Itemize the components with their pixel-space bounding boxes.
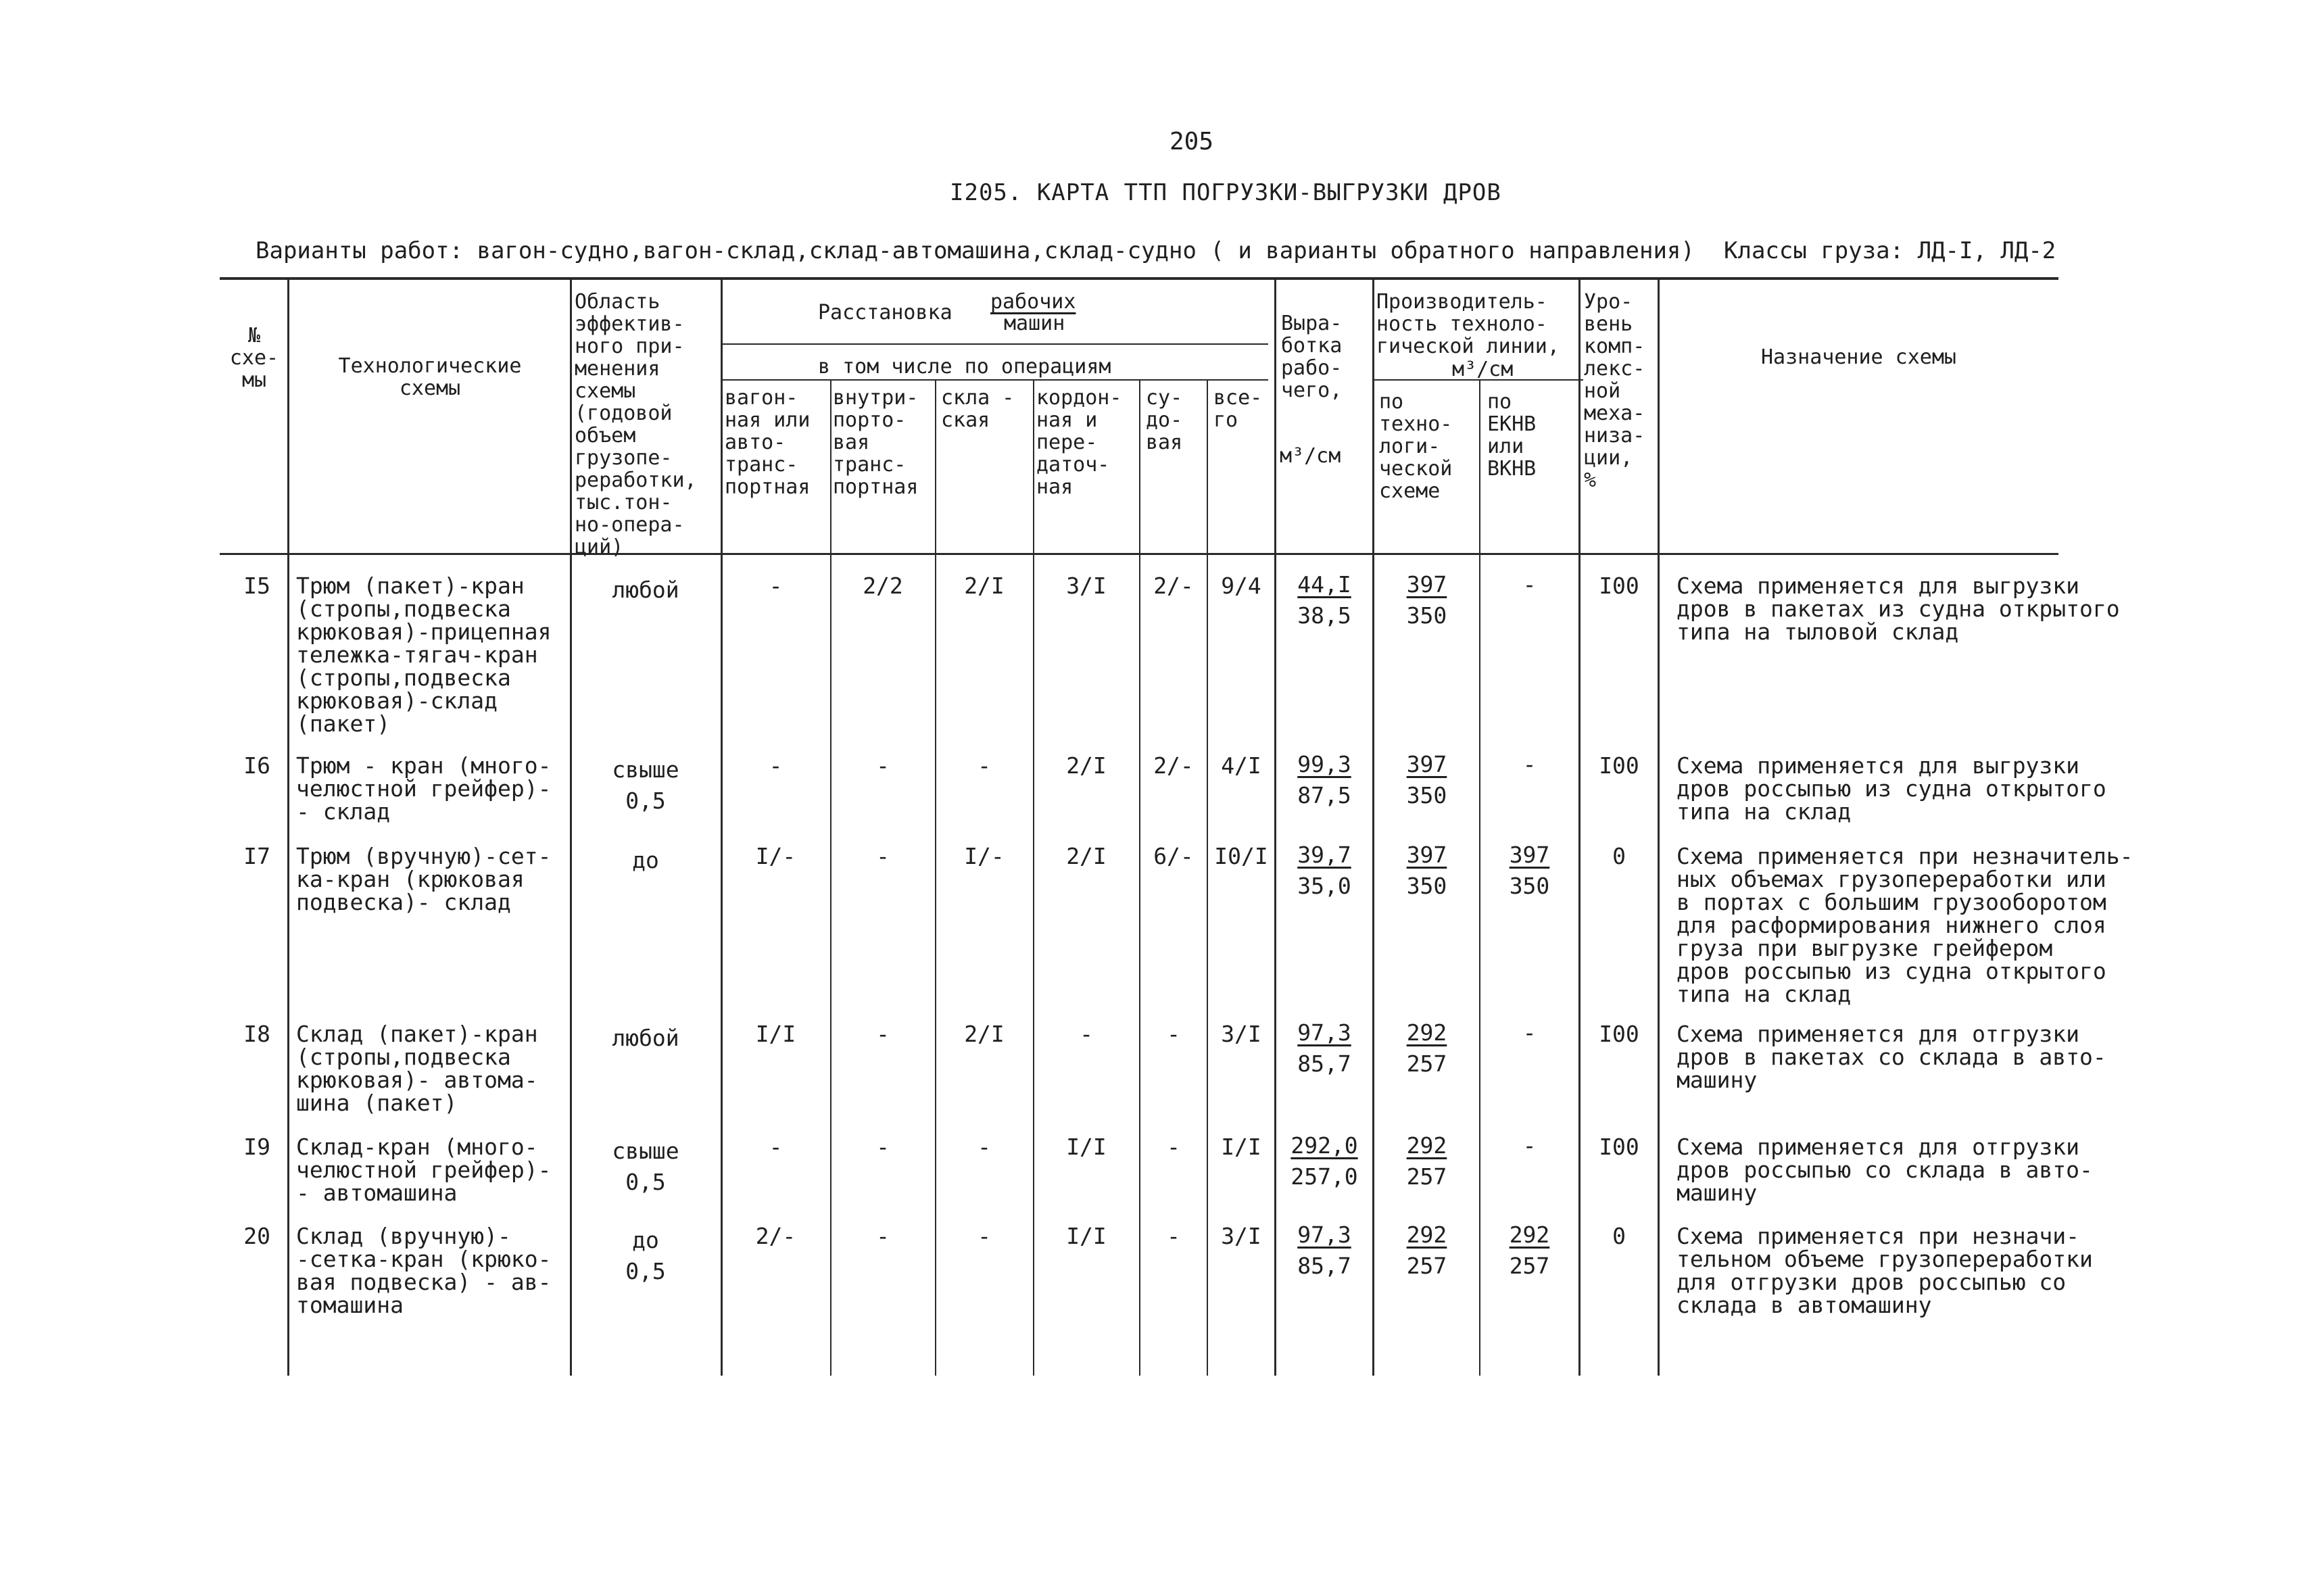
header-op-wagon: вагон- ная или авто- транс- портная: [725, 386, 811, 499]
header-placement: Расстановка: [818, 301, 952, 324]
cell-pb-bottom: 350: [1509, 873, 1550, 899]
cell-num: I8: [243, 1021, 270, 1047]
cell-area: любой: [612, 577, 679, 603]
col-rule: [1479, 379, 1480, 1376]
header-prod-scheme: по техно- логи- ческой схеме: [1379, 390, 1453, 503]
col-rule: [1658, 277, 1660, 1376]
cell-op5: -: [1167, 1134, 1180, 1160]
cell-out-bottom: 85,7: [1297, 1253, 1351, 1279]
cell-pb-top: 292: [1509, 1222, 1550, 1248]
cell-pb-fraction: [1484, 1219, 1575, 1282]
cell-out-top: 99,3: [1297, 751, 1351, 777]
cell-pb-fraction: [1484, 749, 1575, 780]
cell-op5: 2/-: [1153, 752, 1194, 779]
ops-rule: [722, 379, 1268, 381]
header-op-total: все- го: [1213, 386, 1263, 432]
cell-op3: I/-: [964, 843, 1005, 869]
cell-op5: -: [1167, 1223, 1180, 1249]
header-op-inner-port: внутри- порто- вая транс- портная: [833, 386, 919, 499]
cell-out-fraction: [1280, 1130, 1369, 1192]
cell-purpose: Схема применяется при незначи- тельном объеме грузопереработки для отгрузки дров россыпью со склада в автомашину: [1676, 1223, 2093, 1318]
col-rule: [1207, 379, 1208, 1376]
cell-pa-bottom: 257: [1406, 1253, 1447, 1279]
col-rule: [1033, 379, 1034, 1376]
cell-pb-fraction: [1484, 1017, 1575, 1048]
cell-area: свыше 0,5: [612, 1138, 679, 1195]
cell-out-bottom: 257,0: [1290, 1163, 1358, 1190]
col-rule: [1274, 277, 1276, 1376]
col-rule: [287, 277, 289, 1376]
col-rule: [830, 379, 831, 1376]
cell-op2: -: [876, 843, 890, 869]
cell-scheme: Трюм (пакет)-кран (стропы,подвеска крюковая)-прицепная тележка-тягач-кран (стропы,подвеска крюковая)-склад (пакет): [296, 573, 552, 737]
cell-pa-fraction: [1378, 749, 1476, 811]
cell-out-fraction: [1280, 1017, 1369, 1080]
cell-scheme: Склад (вручную)- -сетка-кран (крюко- вая подвеска) - ав- томашина: [296, 1223, 552, 1318]
header-output-unit: м³/см: [1280, 444, 1341, 468]
cell-area: любой: [612, 1025, 679, 1051]
cell-total: 3/I: [1221, 1021, 1261, 1047]
cell-scheme: Склад (пакет)-кран (стропы,подвеска крюковая)- автома- шина (пакет): [296, 1021, 538, 1116]
col-rule: [1578, 277, 1581, 1376]
cell-num: I6: [243, 752, 270, 779]
cell-op1: I/I: [755, 1021, 796, 1047]
cell-total: 4/I: [1221, 752, 1261, 779]
cell-pb-fraction: [1484, 569, 1575, 600]
cell-pa-bottom: 350: [1406, 782, 1447, 808]
cell-op3: 2/I: [964, 573, 1005, 599]
header-op-warehouse: скла - ская: [941, 386, 1015, 432]
cell-op2: -: [876, 1021, 890, 1047]
cell-mech: I00: [1599, 1134, 1639, 1160]
cell-pa-top: 292: [1406, 1222, 1447, 1248]
cell-out-bottom: 87,5: [1297, 782, 1351, 808]
page-title: I205. КАРТА ТТП ПОГРУЗКИ-ВЫГРУЗКИ ДРОВ: [950, 179, 1501, 206]
cell-out-bottom: 85,7: [1297, 1050, 1351, 1077]
cell-mech: 0: [1612, 843, 1626, 869]
cell-pb-top: -: [1522, 751, 1537, 777]
cell-total: I/I: [1221, 1134, 1261, 1160]
cell-pa-bottom: 257: [1406, 1050, 1447, 1077]
cell-op5: 2/-: [1153, 573, 1194, 599]
cell-scheme: Склад-кран (много- челюстной грейфер)- - автомашина: [296, 1134, 552, 1206]
header-mechanization: Уро- вень комп- лекс- ной меха- низа- ции, %: [1584, 290, 1645, 492]
col-rule: [1372, 277, 1374, 1376]
header-op-ship: су- до- вая: [1146, 386, 1183, 454]
cell-total: 3/I: [1221, 1223, 1261, 1249]
cell-op3: -: [978, 1134, 991, 1160]
cell-op3: -: [978, 1223, 991, 1249]
cell-pb-top: -: [1522, 571, 1537, 598]
cell-pa-top: 397: [1406, 751, 1447, 777]
header-area: Область эффектив- ного при- менения схемы (годовой объем грузопе- реработки, тыс.тон- но-опера- ций): [575, 290, 697, 559]
header-placement-machines: машин: [1004, 312, 1065, 335]
cell-pb-top: -: [1522, 1019, 1537, 1046]
cell-mech: I00: [1599, 573, 1639, 599]
cell-scheme: Трюм - кран (много- челюстной грейфер)- - склад: [296, 752, 552, 825]
col-rule: [721, 277, 723, 1376]
header-scheme: Технологические схемы: [338, 354, 522, 400]
cell-mech: I00: [1599, 752, 1639, 779]
cell-op5: -: [1167, 1021, 1180, 1047]
cell-out-fraction: [1280, 840, 1369, 902]
header-productivity-unit: м³/см: [1452, 358, 1514, 381]
cell-pb-top: 397: [1509, 842, 1550, 868]
cell-op4: I/I: [1066, 1223, 1107, 1249]
cell-scheme: Трюм (вручную)-сет- ка-кран (крюковая подвеска)- склад: [296, 843, 552, 915]
cell-purpose: Схема применяется для выгрузки дров в пакетах из судна открытого типа на тыловой склад: [1676, 573, 2120, 645]
header-productivity: Производитель- ность техноло- гической линии,: [1376, 290, 1560, 358]
cell-op3: 2/I: [964, 1021, 1005, 1047]
cell-op4: 2/I: [1066, 843, 1107, 869]
col-rule: [570, 277, 572, 1376]
cell-pa-bottom: 350: [1406, 873, 1447, 899]
cell-op1: -: [769, 573, 783, 599]
cell-out-top: 97,3: [1297, 1222, 1351, 1248]
cell-pb-fraction: [1484, 1130, 1575, 1161]
cell-op4: 2/I: [1066, 752, 1107, 779]
cargo-classes: Классы груза: ЛД-I, ЛД-2: [1724, 237, 2056, 264]
cell-mech: 0: [1612, 1223, 1626, 1249]
cell-pa-fraction: [1378, 1219, 1476, 1282]
page-number: 205: [1169, 128, 1214, 155]
cell-total: I0/I: [1214, 843, 1268, 869]
cell-pa-fraction: [1378, 840, 1476, 902]
header-op-quay: кордон- ная и пере- даточ- ная: [1036, 386, 1122, 499]
cell-num: I5: [243, 573, 270, 599]
header-purpose: Назначение схемы: [1761, 345, 1956, 369]
cell-out-top: 97,3: [1297, 1019, 1351, 1046]
header-by-operations: в том числе по операциям: [818, 355, 1111, 379]
cell-mech: I00: [1599, 1021, 1639, 1047]
cell-pb-bottom: 257: [1509, 1253, 1550, 1279]
header-prod-ekhv: по ЕКНВ или ВКНВ: [1487, 390, 1537, 481]
cell-pa-top: 292: [1406, 1019, 1447, 1046]
col-rule: [935, 379, 936, 1376]
cell-op4: 3/I: [1066, 573, 1107, 599]
cell-op4: -: [1080, 1021, 1093, 1047]
cell-out-bottom: 38,5: [1297, 602, 1351, 629]
cell-area: до: [632, 847, 659, 873]
header-placement-workers: рабочих: [990, 290, 1076, 314]
cell-out-fraction: [1280, 1219, 1369, 1282]
cell-pa-top: 397: [1406, 571, 1447, 598]
cell-op1: 2/-: [755, 1223, 796, 1249]
placement-rule: [722, 343, 1268, 345]
cell-out-fraction: [1280, 569, 1369, 631]
cell-purpose: Схема применяется для отгрузки дров в пакетах со склада в авто- машину: [1676, 1021, 2106, 1093]
cell-num: I9: [243, 1134, 270, 1160]
work-variants: Варианты работ: вагон-судно,вагон-склад,склад-автомашина,склад-судно ( и варианты обратного направления): [256, 237, 1695, 264]
table-top-rule: [220, 277, 2058, 280]
cell-op5: 6/-: [1153, 843, 1194, 869]
cell-purpose: Схема применяется при незначитель- ных объемах грузопереработки или в портах с большим грузооборотом для расформирования нижнего слоя груза при выгрузке грейфером дров россыпью из судна открытого типа на склад: [1676, 843, 2133, 1007]
cell-pb-fraction: [1484, 840, 1575, 902]
cell-pa-fraction: [1378, 569, 1476, 631]
cell-out-bottom: 35,0: [1297, 873, 1351, 899]
cell-out-top: 292,0: [1290, 1132, 1358, 1159]
cell-op1: -: [769, 1134, 783, 1160]
cell-out-top: 39,7: [1297, 842, 1351, 868]
cell-pa-top: 397: [1406, 842, 1447, 868]
header-output: Выра- ботка рабо- чего,: [1281, 312, 1343, 402]
cell-op1: -: [769, 752, 783, 779]
cell-out-fraction: [1280, 749, 1369, 811]
cell-pb-top: -: [1522, 1132, 1537, 1159]
cell-pa-top: 292: [1406, 1132, 1447, 1159]
cell-op3: -: [978, 752, 991, 779]
cell-op2: 2/2: [863, 573, 903, 599]
cell-num: I7: [243, 843, 270, 869]
cell-op2: -: [876, 1223, 890, 1249]
cell-num: 20: [243, 1223, 270, 1249]
header-num: № схе- мы: [229, 324, 279, 392]
cell-area: до 0,5: [625, 1227, 666, 1284]
cell-pa-fraction: [1378, 1130, 1476, 1192]
cell-pa-bottom: 257: [1406, 1163, 1447, 1190]
cell-purpose: Схема применяется для выгрузки дров россыпью из судна открытого типа на склад: [1676, 752, 2106, 825]
cell-op1: I/-: [755, 843, 796, 869]
cell-purpose: Схема применяется для отгрузки дров россыпью со склада в авто- машину: [1676, 1134, 2093, 1206]
cell-op2: -: [876, 1134, 890, 1160]
cell-pa-bottom: 350: [1406, 602, 1447, 629]
cell-out-top: 44,I: [1297, 571, 1351, 598]
cell-total: 9/4: [1221, 573, 1261, 599]
cell-op4: I/I: [1066, 1134, 1107, 1160]
cell-area: свыше 0,5: [612, 756, 679, 814]
cell-op2: -: [876, 752, 890, 779]
cell-pa-fraction: [1378, 1017, 1476, 1080]
col-rule: [1139, 379, 1140, 1376]
